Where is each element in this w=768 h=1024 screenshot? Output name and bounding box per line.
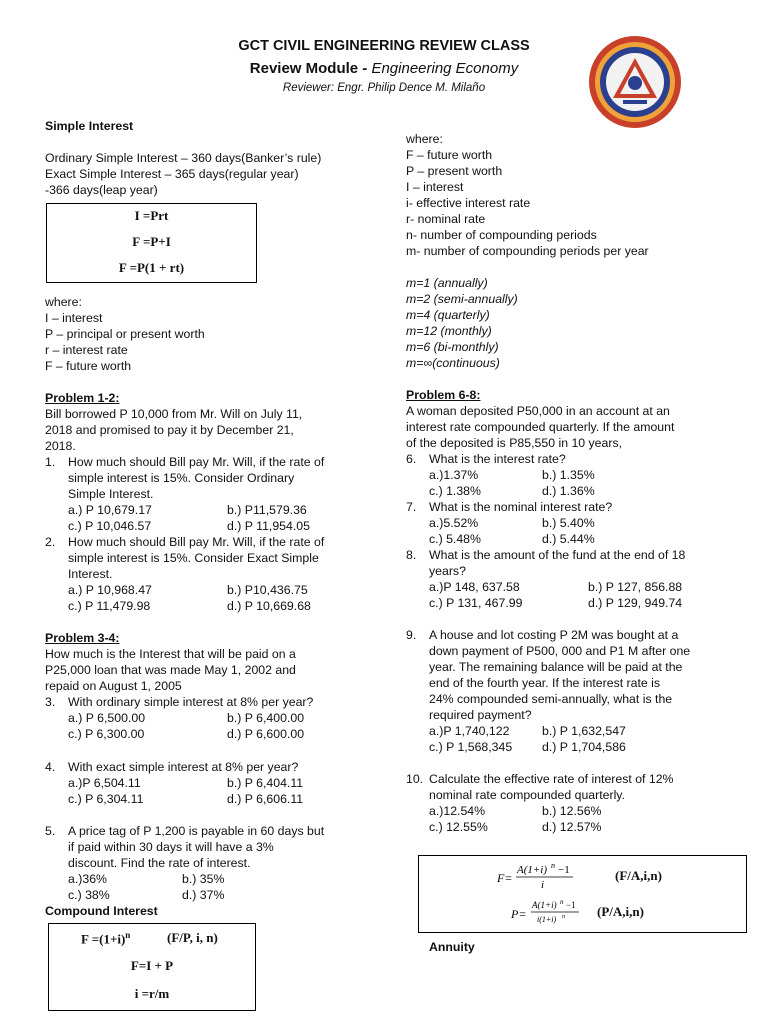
problem-3-4-text: repaid on August 1, 2005 <box>45 679 182 693</box>
formula-f-1-i-n: $F =(1+i)^n$ <box>81 930 131 947</box>
choice-d: d.) P 6,600.00 <box>227 727 305 741</box>
formula-f-p-tag: (F/P, i, n) <box>167 930 218 945</box>
svg-text:A(1+i): A(1+i) <box>532 900 557 910</box>
definition-principal: P – principal or present worth <box>45 327 205 341</box>
question-2-text: simple interest is 15%. Consider Exact Simple <box>68 551 319 565</box>
annuity-heading: Annuity <box>429 940 475 954</box>
question-7-text: What is the nominal interest rate? <box>429 500 613 514</box>
definition-nominal-rate: r- nominal rate <box>406 212 486 226</box>
choice-c: c.) P 6,300.00 <box>68 727 145 741</box>
question-5-text: if paid within 30 days it will have a 3% <box>68 840 274 854</box>
m-monthly: m=12 (monthly) <box>406 324 492 338</box>
question-number: 1. <box>45 455 56 469</box>
formula-f-p-plus-i: F =P+I <box>132 234 171 249</box>
choice-a: a.)5.52% <box>429 516 479 530</box>
choice-a: a.)12.54% <box>429 804 486 818</box>
question-9-text: A house and lot costing P 2M was bought at a <box>429 628 679 642</box>
choice-c: c.) P 131, 467.99 <box>429 596 523 610</box>
choice-b: b.) P10,436.75 <box>227 583 308 597</box>
choice-b: b.) P 6,400.00 <box>227 711 305 725</box>
exact-simple-interest: Exact Simple Interest – 365 days(regular year) <box>45 167 299 181</box>
svg-text:−1: −1 <box>558 864 570 876</box>
question-1-text: How much should Bill pay Mr. Will, if the rate of <box>68 455 325 469</box>
choice-c: c.) P 6,304.11 <box>68 792 144 806</box>
problem-1-2-text: 2018. <box>45 439 76 453</box>
choice-d: d.) 5.44% <box>542 532 595 546</box>
definition-effective-rate: i- effective interest rate <box>406 196 531 210</box>
choice-b: b.) 1.35% <box>542 468 595 482</box>
question-number: 8. <box>406 548 417 562</box>
m-annually: m=1 (annually) <box>406 276 488 290</box>
question-8-text: years? <box>429 564 466 578</box>
simple-interest-formula-box <box>46 203 257 283</box>
question-3-text: With ordinary simple interest at 8% per year? <box>68 695 314 709</box>
question-9-text: 24% compounded semi-annually, what is the <box>429 692 673 706</box>
choice-c: c.) 5.48% <box>429 532 481 546</box>
choice-c: c.) 1.38% <box>429 484 481 498</box>
college-seal-logo <box>587 34 683 130</box>
m-bi-monthly: m=6 (bi-monthly) <box>406 340 499 354</box>
choice-a: a.)1.37% <box>429 468 479 482</box>
question-number: 10. <box>406 772 424 786</box>
question-1-text: simple interest is 15%. Consider Ordinary <box>68 471 295 485</box>
problem-1-2-heading: Problem 1-2: <box>45 391 120 405</box>
question-2-text: Interest. <box>68 567 113 581</box>
leap-year-note: -366 days(leap year) <box>45 183 158 197</box>
module-title: Review Module - Engineering Economy <box>249 60 519 77</box>
question-6-text: What is the interest rate? <box>429 452 566 466</box>
choice-a: a.) P 10,968.47 <box>68 583 152 597</box>
annuity-p-a-tag: (P/A,i,n) <box>597 904 644 919</box>
problem-3-4-text: P25,000 loan that was made May 1, 2002 and <box>45 663 296 677</box>
question-number: 6. <box>406 452 417 466</box>
formula-f-i-plus-p: F=I + P <box>130 958 174 973</box>
compound-interest-heading: Compound Interest <box>45 904 158 918</box>
definition-future-worth: F – future worth <box>45 359 132 373</box>
choice-d: d.) P 129, 949.74 <box>588 596 683 610</box>
question-number: 3. <box>45 695 56 709</box>
question-8-text: What is the amount of the fund at the end of 18 <box>429 548 686 562</box>
choice-c: c.) 38% <box>68 888 110 902</box>
annuity-p-formula <box>507 896 607 930</box>
formula-i-prt: I =Prt <box>134 208 169 223</box>
choice-a: a.)P 6,504.11 <box>68 776 141 790</box>
choice-a: a.) P 10,679.17 <box>68 503 152 517</box>
question-9-text: year. The remaining balance will be paid at the <box>429 660 683 674</box>
svg-text:n: n <box>560 898 564 906</box>
choice-b: b.) 35% <box>182 872 225 886</box>
definition-periods-per-year: m- number of compounding periods per year <box>406 244 649 258</box>
choice-b: b.) P 6,404.11 <box>227 776 304 790</box>
choice-b: b.) P 127, 856.88 <box>588 580 683 594</box>
question-number: 5. <box>45 824 56 838</box>
choice-b: b.) P 1,632,547 <box>542 724 626 738</box>
choice-d: d.) P 11,954.05 <box>227 519 310 533</box>
svg-text:P=: P= <box>511 907 527 921</box>
choice-d: d.) 1.36% <box>542 484 595 498</box>
choice-d: d.) P 10,669.68 <box>227 599 311 613</box>
problem-6-8-text: of the deposited is P85,550 in 10 years, <box>406 436 623 450</box>
definition-interest: I – interest <box>45 311 103 325</box>
definition-rate: r – interest rate <box>45 343 128 357</box>
problem-1-2-text: Bill borrowed P 10,000 from Mr. Will on July 11, <box>45 407 303 421</box>
problem-6-8-text: interest rate compounded quarterly. If the amount <box>406 420 675 434</box>
m-semi-annually: m=2 (semi-annually) <box>406 292 518 306</box>
question-10-text: nominal rate compounded quarterly. <box>429 788 625 802</box>
svg-text:A(1+i): A(1+i) <box>517 864 548 876</box>
simple-interest-heading: Simple Interest <box>45 119 134 133</box>
choice-a: a.)36% <box>68 872 107 886</box>
definition-present-worth: P – present worth <box>406 164 503 178</box>
definition-future-worth: F – future worth <box>406 148 493 162</box>
svg-text:F=: F= <box>497 871 513 885</box>
annuity-f-a-tag: (F/A,i,n) <box>615 868 662 883</box>
choice-d: d.) P 6,606.11 <box>227 792 304 806</box>
question-5-text: discount. Find the rate of interest. <box>68 856 251 870</box>
svg-text:i(1+i): i(1+i) <box>537 915 557 924</box>
ordinary-simple-interest: Ordinary Simple Interest – 360 days(Banker’s rule) <box>45 151 322 165</box>
problem-3-4-heading: Problem 3-4: <box>45 631 120 645</box>
reviewer-line: Reviewer: Engr. Philip Dence M. Milaño <box>282 82 486 94</box>
problem-6-8-heading: Problem 6-8: <box>406 388 481 402</box>
definition-interest: I – interest <box>406 180 464 194</box>
choice-c: c.) P 1,568,345 <box>429 740 513 754</box>
problem-3-4-text: How much is the Interest that will be paid on a <box>45 647 296 661</box>
annuity-f-formula <box>493 860 613 894</box>
compound-interest-formula-box <box>48 923 256 1011</box>
m-quarterly: m=4 (quarterly) <box>406 308 490 322</box>
choice-b: b.) P11,579.36 <box>227 503 307 517</box>
problem-1-2-text: 2018 and promised to pay it by December 21, <box>45 423 294 437</box>
svg-text:i: i <box>541 879 545 891</box>
definition-compounding-periods: n- number of compounding periods <box>406 228 597 242</box>
choice-c: c.) 12.55% <box>429 820 488 834</box>
annuity-formula-box <box>418 855 747 933</box>
question-9-text: down payment of P500, 000 and P1 M after one <box>429 644 691 658</box>
svg-text:n: n <box>562 914 565 920</box>
formula-i-r-over-m: i =r/m <box>134 986 170 1001</box>
question-number: 7. <box>406 500 417 514</box>
choice-b: b.) 12.56% <box>542 804 602 818</box>
document-title: GCT CIVIL ENGINEERING REVIEW CLASS <box>238 38 530 54</box>
where-label: where: <box>406 132 443 146</box>
choice-a: a.) P 6,500.00 <box>68 711 146 725</box>
question-number: 2. <box>45 535 56 549</box>
choice-c: c.) P 11,479.98 <box>68 599 151 613</box>
svg-text:−1: −1 <box>566 900 576 910</box>
question-9-text: required payment? <box>429 708 532 722</box>
choice-d: d.) P 1,704,586 <box>542 740 626 754</box>
question-number: 4. <box>45 760 56 774</box>
choice-a: a.)P 1,740,122 <box>429 724 510 738</box>
where-label: where: <box>45 295 82 309</box>
choice-a: a.)P 148, 637.58 <box>429 580 520 594</box>
question-4-text: With exact simple interest at 8% per year? <box>68 760 299 774</box>
question-5-text: A price tag of P 1,200 is payable in 60 days but <box>68 824 325 838</box>
question-2-text: How much should Bill pay Mr. Will, if the rate of <box>68 535 325 549</box>
question-10-text: Calculate the effective rate of interest of 12% <box>429 772 674 786</box>
choice-d: d.) 37% <box>182 888 225 902</box>
choice-d: d.) 12.57% <box>542 820 602 834</box>
question-1-text: Simple Interest. <box>68 487 154 501</box>
choice-c: c.) P 10,046.57 <box>68 519 152 533</box>
question-number: 9. <box>406 628 417 642</box>
formula-f-p-1-rt: F =P(1 + rt) <box>118 260 185 275</box>
question-9-text: end of the fourth year. If the interest rate is <box>429 676 661 690</box>
problem-6-8-text: A woman deposited P50,000 in an account at an <box>406 404 670 418</box>
m-continuous: m=∞(continuous) <box>406 356 500 370</box>
choice-b: b.) 5.40% <box>542 516 595 530</box>
svg-text:n: n <box>551 861 555 870</box>
